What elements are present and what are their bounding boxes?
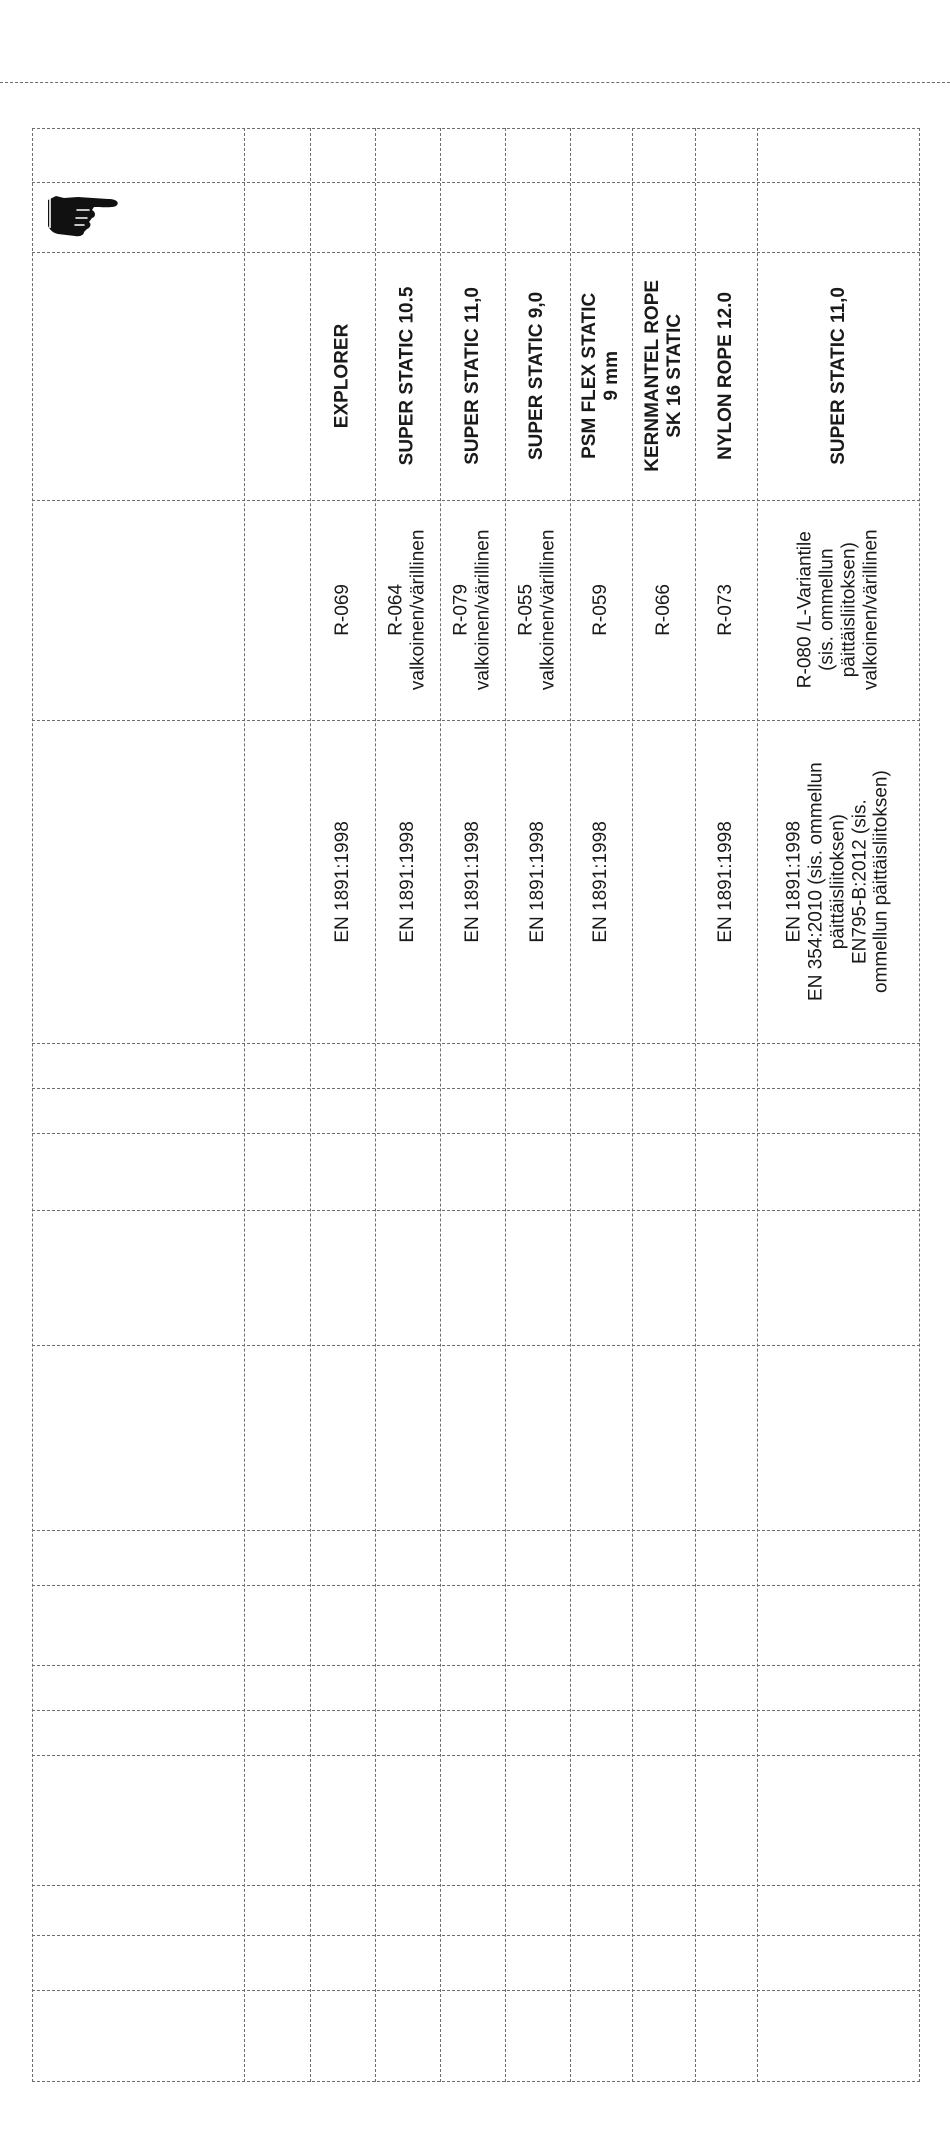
row-divider xyxy=(32,1935,920,1936)
row-divider xyxy=(32,1665,920,1666)
row-code-cell xyxy=(310,500,375,720)
row-standard-cell xyxy=(440,720,505,1043)
code-text-line: valkoinen/värillinen xyxy=(472,529,494,691)
code-text-line: R-059 xyxy=(590,584,612,636)
standard-text-line: EN 354:2010 (sis. ommellun xyxy=(805,762,827,1001)
row-divider xyxy=(32,1133,920,1134)
row-standard-cell xyxy=(505,720,570,1043)
name-text-line: SUPER STATIC 10.5 xyxy=(396,286,418,466)
row-divider xyxy=(32,1885,920,1886)
row-divider xyxy=(32,1210,920,1211)
row-code-cell xyxy=(695,500,757,720)
code-text-line: valkoinen/värillinen xyxy=(407,529,429,691)
row-standard-cell xyxy=(695,720,757,1043)
code-text-line: R-066 xyxy=(652,584,674,636)
row-name-cell xyxy=(505,252,570,500)
column-divider xyxy=(244,128,245,2082)
row-standard-cell xyxy=(757,720,920,1043)
standard-text-line: ommellun päittäisliitoksen) xyxy=(871,770,893,993)
name-text-line: EXPLORER xyxy=(331,323,353,429)
code-text-line: valkoinen/värillinen xyxy=(537,529,559,691)
row-code-cell xyxy=(375,500,440,720)
row-code-cell xyxy=(440,500,505,720)
row-divider xyxy=(32,1710,920,1711)
name-text-line: PSM FLEX STATIC xyxy=(579,292,601,460)
pointing-hand-icon xyxy=(44,190,122,238)
standard-text-line: EN 1891:1998 xyxy=(590,820,612,943)
row-divider xyxy=(32,1990,920,1991)
row-name-cell xyxy=(695,252,757,500)
row-divider xyxy=(32,1530,920,1531)
row-code-cell xyxy=(757,500,920,720)
row-divider xyxy=(32,1043,920,1044)
row-divider xyxy=(32,182,920,183)
row-divider xyxy=(32,1345,920,1346)
code-text-line: (sis. ommellun xyxy=(816,548,838,672)
row-standard-cell xyxy=(375,720,440,1043)
name-text-line: SK 16 STATIC xyxy=(663,314,685,438)
row-standard-cell xyxy=(570,720,632,1043)
code-text-line: R-080 /L-Variantile xyxy=(794,531,816,689)
code-text-line: R-064 xyxy=(385,584,407,636)
code-text-line: R-069 xyxy=(331,584,353,636)
standard-text-line: EN 1891:1998 xyxy=(331,820,353,943)
standard-text-line: EN 1891:1998 xyxy=(461,820,483,943)
row-divider xyxy=(32,1755,920,1756)
row-divider xyxy=(32,1585,920,1586)
row-standard-cell xyxy=(632,720,695,1043)
row-name-cell xyxy=(310,252,375,500)
name-text-line: SUPER STATIC 9,0 xyxy=(526,291,548,461)
row-standard-cell xyxy=(310,720,375,1043)
row-name-cell xyxy=(375,252,440,500)
name-text-line: SUPER STATIC 11,0 xyxy=(461,287,483,465)
code-text-line: valkoinen/värillinen xyxy=(860,529,882,691)
name-text-line: 9 mm xyxy=(601,351,623,401)
name-text-line: NYLON ROPE 12.0 xyxy=(715,292,737,460)
row-code-cell xyxy=(505,500,570,720)
row-name-cell xyxy=(440,252,505,500)
row-code-cell xyxy=(632,500,695,720)
standard-text-line: EN 1891:1998 xyxy=(526,820,548,943)
name-text-line: SUPER STATIC 11,0 xyxy=(827,287,849,465)
standard-text-line: EN 1891:1998 xyxy=(783,820,805,943)
row-name-cell xyxy=(570,252,632,500)
code-text-line: R-079 xyxy=(450,584,472,636)
standard-text-line: EN795-B:2012 (sis. xyxy=(849,799,871,964)
standard-text-line: päittäisliitoksen) xyxy=(827,813,849,950)
code-text-line: R-055 xyxy=(515,584,537,636)
row-code-cell xyxy=(570,500,632,720)
row-divider xyxy=(32,1088,920,1089)
standard-text-line: EN 1891:1998 xyxy=(715,820,737,943)
code-text-line: R-073 xyxy=(715,584,737,636)
name-text-line: KERNMANTEL ROPE xyxy=(641,280,663,472)
row-name-cell xyxy=(632,252,695,500)
code-text-line: päittäisliitoksen) xyxy=(838,542,860,678)
top-dashed-rule xyxy=(0,82,950,83)
row-name-cell xyxy=(757,252,920,500)
standard-text-line: EN 1891:1998 xyxy=(396,820,418,943)
